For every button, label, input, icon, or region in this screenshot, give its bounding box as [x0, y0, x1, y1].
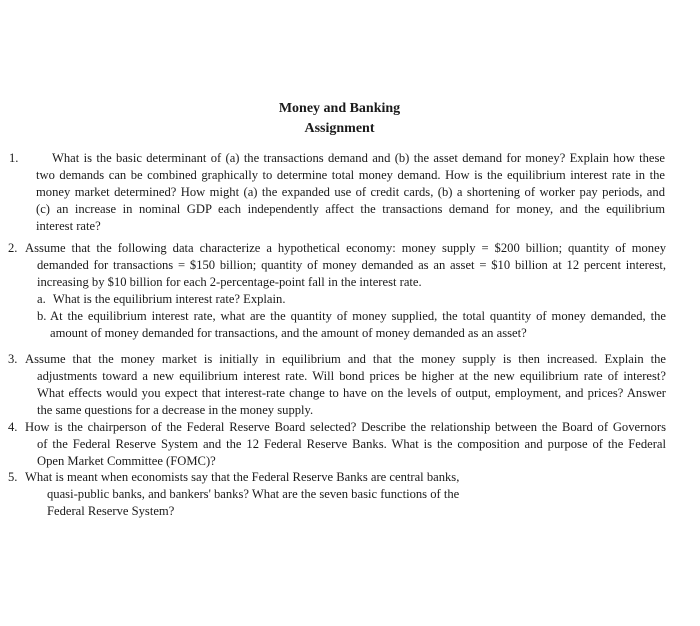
question-text-cont — [37, 368, 666, 419]
document-title: Money and Banking — [278, 101, 401, 116]
question-line: of the Federal Reserve System and the 12 Federal Reserve Banks. What is the composition and purpose of the Federal — [37, 437, 666, 451]
question-text-cont — [37, 436, 666, 470]
document-subtitle: Assignment — [304, 121, 375, 136]
question-line: interest rate? — [36, 219, 101, 233]
question-line: What is the basic determinant of (a) the transactions demand and (b) the asset demand for money? Explain how these — [52, 151, 665, 165]
question-text-cont — [37, 257, 666, 291]
question-number: 5. — [8, 470, 18, 484]
question-text — [25, 469, 666, 486]
question-line: (c) an increase in nominal GDP each independently affect the transactions demand for money, and the equilibrium — [36, 202, 665, 216]
question-line: What is meant when economists say that the Federal Reserve Banks are central banks, — [25, 470, 460, 484]
question-2-part-a — [37, 291, 285, 308]
question-line: demanded for transactions = $150 billion; quantity of money demanded as an asset = $10 billion at 12 percent interest, — [37, 258, 666, 272]
question-line: increasing by $10 billion for each 2-percentage-point fall in the interest rate. — [37, 275, 422, 289]
question-text — [25, 240, 666, 257]
question-line: Assume that the following data characterize a hypothetical economy: money supply = $200 billion; quantity of money — [25, 241, 666, 255]
question-line: money market determined? How might (a) the expanded use of credit cards, (b) a shortening of worker pay periods, and — [36, 185, 665, 199]
question-line: How is the chairperson of the Federal Reserve Board selected? Describe the relationship between the Board of Governors — [25, 420, 666, 434]
part-label: b. — [37, 309, 47, 323]
question-line: What effects would you expect that interest-rate change to have on the levels of output, employment, and prices? Answer — [37, 386, 666, 400]
question-line: Federal Reserve System? — [47, 504, 175, 518]
part-text: At the equilibrium interest rate, what are the quantity of money supplied, the total quantity of money demanded, the — [50, 309, 666, 323]
question-number: 3. — [8, 352, 18, 366]
question-text — [25, 419, 666, 436]
question-line: Assume that the money market is initially in equilibrium and that the money supply is then increased. Explain the — [25, 352, 666, 366]
question-text — [25, 351, 666, 368]
question-line: the same questions for a decrease in the money supply. — [37, 403, 314, 417]
part-text: What is the equilibrium interest rate? Explain. — [52, 292, 286, 306]
question-line: two demands can be combined graphically to determine total money demand. How is the equilibrium interest rate in the — [36, 168, 665, 182]
question-line: Open Market Committee (FOMC)? — [37, 454, 216, 468]
question-number: 4. — [8, 420, 18, 434]
question-text — [52, 150, 665, 167]
question-line: quasi-public banks, and bankers' banks? What are the seven basic functions of the — [47, 487, 460, 501]
part-text: amount of money demanded for transactions, and the amount of money demanded as an asset? — [50, 326, 527, 340]
part-label: a. — [37, 292, 46, 306]
question-number: 2. — [8, 241, 18, 255]
question-text-cont — [36, 167, 665, 235]
question-text-cont — [47, 486, 647, 520]
question-number: 1. — [9, 151, 19, 165]
question-line: adjustments toward a new equilibrium interest rate. Will bond prices be higher at the new equilibrium rate of interest? — [37, 369, 666, 383]
